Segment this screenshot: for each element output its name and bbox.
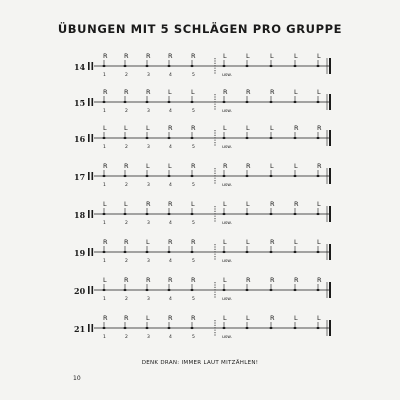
count-label: usw. xyxy=(222,297,232,302)
note-head xyxy=(168,65,171,67)
final-barline-thick xyxy=(329,282,331,298)
sticking-label: L xyxy=(294,162,298,170)
rhythm-staff xyxy=(0,88,400,128)
count-label: 2 xyxy=(125,109,128,114)
note-head xyxy=(223,137,226,139)
percussion-clef-bar xyxy=(88,286,90,294)
count-label: 2 xyxy=(125,297,128,302)
exercise-row xyxy=(0,200,400,240)
note-head xyxy=(223,327,226,329)
sticking-label: R xyxy=(168,200,173,208)
sticking-label: R xyxy=(124,88,129,96)
note-head xyxy=(223,213,226,215)
note-head xyxy=(246,175,249,177)
note-head xyxy=(294,251,297,253)
sticking-label: L xyxy=(223,52,227,60)
count-label: 4 xyxy=(169,297,172,302)
sticking-label: L xyxy=(146,124,150,132)
exercise-number: 20 xyxy=(74,286,86,296)
percussion-clef-bar xyxy=(92,98,94,106)
count-label: 2 xyxy=(125,221,128,226)
sticking-label: R xyxy=(168,276,173,284)
exercise-row xyxy=(0,314,400,354)
count-label: usw. xyxy=(222,259,232,264)
sticking-label: L xyxy=(246,124,250,132)
sticking-label: L xyxy=(223,238,227,246)
note-head xyxy=(317,101,320,103)
note-head xyxy=(124,65,127,67)
count-label: 5 xyxy=(192,221,195,226)
sticking-label: R xyxy=(103,162,108,170)
note-head xyxy=(168,213,171,215)
sticking-label: L xyxy=(246,238,250,246)
exercise-number: 18 xyxy=(74,210,86,220)
note-head xyxy=(124,251,127,253)
note-head xyxy=(191,289,194,291)
note-head xyxy=(146,213,149,215)
count-label: 1 xyxy=(103,221,106,226)
count-label: 3 xyxy=(147,335,150,340)
note-head xyxy=(146,327,149,329)
sticking-label: L xyxy=(103,124,107,132)
note-head xyxy=(124,213,127,215)
sticking-label: L xyxy=(124,124,128,132)
exercise-number: 15 xyxy=(74,98,86,108)
sticking-label: R xyxy=(146,88,151,96)
note-head xyxy=(294,137,297,139)
footer-note: DENK DRAN: IMMER LAUT MITZÄHLEN! xyxy=(141,360,259,366)
note-head xyxy=(223,251,226,253)
sticking-label: R xyxy=(223,162,228,170)
percussion-clef-bar xyxy=(88,324,90,332)
sticking-label: R xyxy=(124,276,129,284)
sticking-label: R xyxy=(191,276,196,284)
final-barline-thick xyxy=(329,206,331,222)
count-label: usw. xyxy=(222,73,232,78)
rhythm-staff xyxy=(0,52,400,92)
percussion-clef-bar xyxy=(92,324,94,332)
count-label: 5 xyxy=(192,145,195,150)
sticking-label: L xyxy=(317,238,321,246)
count-label: 3 xyxy=(147,259,150,264)
rhythm-staff xyxy=(0,162,400,202)
sticking-label: L xyxy=(146,238,150,246)
note-head xyxy=(246,65,249,67)
count-label: 5 xyxy=(192,109,195,114)
sticking-label: R xyxy=(191,124,196,132)
note-head xyxy=(270,327,273,329)
count-label: 1 xyxy=(103,297,106,302)
note-head xyxy=(124,101,127,103)
count-label: 2 xyxy=(125,259,128,264)
sticking-label: L xyxy=(103,200,107,208)
count-label: 3 xyxy=(147,297,150,302)
exercise-row xyxy=(0,52,400,92)
sticking-label: R xyxy=(270,238,275,246)
count-label: 1 xyxy=(103,259,106,264)
note-head xyxy=(191,101,194,103)
sticking-label: R xyxy=(246,88,251,96)
count-label: 1 xyxy=(103,73,106,78)
count-label: 2 xyxy=(125,335,128,340)
sticking-label: R xyxy=(191,162,196,170)
rhythm-staff xyxy=(0,200,400,240)
note-head xyxy=(103,137,106,139)
note-head xyxy=(223,65,226,67)
count-label: 4 xyxy=(169,109,172,114)
exercise-number: 14 xyxy=(74,62,86,72)
note-head xyxy=(146,137,149,139)
percussion-clef-bar xyxy=(88,210,90,218)
note-head xyxy=(168,251,171,253)
sticking-label: R xyxy=(294,276,299,284)
note-head xyxy=(246,289,249,291)
sticking-label: L xyxy=(294,52,298,60)
exercise-number: 19 xyxy=(74,248,86,258)
sticking-label: L xyxy=(146,162,150,170)
note-head xyxy=(270,213,273,215)
percussion-clef-bar xyxy=(88,248,90,256)
note-head xyxy=(168,101,171,103)
sticking-label: L xyxy=(317,88,321,96)
rhythm-staff xyxy=(0,314,400,354)
note-head xyxy=(294,327,297,329)
note-head xyxy=(246,213,249,215)
note-head xyxy=(124,137,127,139)
count-label: 2 xyxy=(125,73,128,78)
sticking-label: L xyxy=(294,314,298,322)
count-label: 1 xyxy=(103,335,106,340)
sticking-label: R xyxy=(103,314,108,322)
count-label: usw. xyxy=(222,183,232,188)
sticking-label: L xyxy=(317,200,321,208)
sticking-label: L xyxy=(270,162,274,170)
note-head xyxy=(317,137,320,139)
note-head xyxy=(294,65,297,67)
sticking-label: L xyxy=(246,200,250,208)
sticking-label: L xyxy=(246,52,250,60)
sticking-label: R xyxy=(270,88,275,96)
sticking-label: L xyxy=(246,314,250,322)
sticking-label: R xyxy=(191,52,196,60)
note-head xyxy=(124,327,127,329)
sticking-label: R xyxy=(294,200,299,208)
sticking-label: R xyxy=(124,162,129,170)
sticking-label: R xyxy=(270,200,275,208)
sticking-label: L xyxy=(168,162,172,170)
page-title: ÜBUNGEN MIT 5 SCHLÄGEN PRO GRUPPE xyxy=(57,22,343,36)
sticking-label: L xyxy=(146,314,150,322)
note-head xyxy=(103,175,106,177)
note-head xyxy=(146,175,149,177)
note-head xyxy=(246,251,249,253)
sticking-label: R xyxy=(103,88,108,96)
note-head xyxy=(294,289,297,291)
note-head xyxy=(317,213,320,215)
exercise-row xyxy=(0,238,400,278)
note-head xyxy=(191,251,194,253)
rhythm-staff xyxy=(0,276,400,316)
note-head xyxy=(246,101,249,103)
note-head xyxy=(191,327,194,329)
percussion-clef-bar xyxy=(88,98,90,106)
note-head xyxy=(223,289,226,291)
note-head xyxy=(294,101,297,103)
sticking-label: L xyxy=(317,52,321,60)
note-head xyxy=(103,327,106,329)
note-head xyxy=(294,175,297,177)
sticking-label: R xyxy=(223,88,228,96)
sticking-label: L xyxy=(223,200,227,208)
sticking-label: R xyxy=(270,314,275,322)
note-head xyxy=(270,289,273,291)
sticking-label: L xyxy=(191,88,195,96)
note-head xyxy=(191,175,194,177)
note-head xyxy=(317,327,320,329)
note-head xyxy=(270,175,273,177)
sticking-label: R xyxy=(124,52,129,60)
note-head xyxy=(146,101,149,103)
note-head xyxy=(270,65,273,67)
note-head xyxy=(124,289,127,291)
count-label: 2 xyxy=(125,145,128,150)
count-label: usw. xyxy=(222,221,232,226)
count-label: 3 xyxy=(147,221,150,226)
note-head xyxy=(270,101,273,103)
sticking-label: L xyxy=(294,238,298,246)
sticking-label: R xyxy=(270,276,275,284)
final-barline-thick xyxy=(329,94,331,110)
sticking-label: L xyxy=(270,52,274,60)
sticking-label: R xyxy=(168,52,173,60)
count-label: 1 xyxy=(103,109,106,114)
note-head xyxy=(270,251,273,253)
sticking-label: R xyxy=(168,238,173,246)
final-barline-thick xyxy=(329,244,331,260)
sticking-label: L xyxy=(317,314,321,322)
count-label: 4 xyxy=(169,73,172,78)
note-head xyxy=(146,65,149,67)
note-head xyxy=(270,137,273,139)
note-head xyxy=(191,213,194,215)
note-head xyxy=(191,65,194,67)
note-head xyxy=(246,137,249,139)
note-head xyxy=(317,175,320,177)
note-head xyxy=(103,65,106,67)
percussion-clef-bar xyxy=(92,210,94,218)
exercise-number: 17 xyxy=(74,172,86,182)
count-label: 4 xyxy=(169,335,172,340)
sticking-label: R xyxy=(294,124,299,132)
sticking-label: L xyxy=(223,314,227,322)
note-head xyxy=(146,251,149,253)
note-head xyxy=(191,137,194,139)
sticking-label: L xyxy=(223,276,227,284)
sticking-label: R xyxy=(124,238,129,246)
sticking-label: R xyxy=(146,276,151,284)
note-head xyxy=(223,175,226,177)
count-label: 5 xyxy=(192,297,195,302)
percussion-clef-bar xyxy=(88,134,90,142)
note-head xyxy=(124,175,127,177)
note-head xyxy=(103,101,106,103)
sticking-label: L xyxy=(191,200,195,208)
count-label: 4 xyxy=(169,145,172,150)
exercise-row xyxy=(0,162,400,202)
count-label: 4 xyxy=(169,221,172,226)
count-label: 3 xyxy=(147,73,150,78)
count-label: 3 xyxy=(147,183,150,188)
count-label: 5 xyxy=(192,73,195,78)
note-head xyxy=(103,213,106,215)
note-head xyxy=(168,289,171,291)
sticking-label: L xyxy=(168,88,172,96)
sticking-label: R xyxy=(317,162,322,170)
sticking-label: R xyxy=(191,314,196,322)
note-head xyxy=(146,289,149,291)
sticking-label: L xyxy=(103,276,107,284)
exercise-number: 21 xyxy=(74,324,86,334)
rhythm-staff xyxy=(0,124,400,164)
note-head xyxy=(103,289,106,291)
count-label: 3 xyxy=(147,109,150,114)
note-head xyxy=(103,251,106,253)
final-barline-thick xyxy=(329,320,331,336)
exercise-number: 16 xyxy=(74,134,86,144)
sticking-label: L xyxy=(270,124,274,132)
count-label: usw. xyxy=(222,335,232,340)
percussion-clef-bar xyxy=(92,62,94,70)
note-head xyxy=(317,251,320,253)
sticking-label: L xyxy=(124,200,128,208)
count-label: 1 xyxy=(103,145,106,150)
percussion-clef-bar xyxy=(92,172,94,180)
note-head xyxy=(294,213,297,215)
count-label: usw. xyxy=(222,109,232,114)
count-label: 5 xyxy=(192,335,195,340)
sticking-label: R xyxy=(124,314,129,322)
page-number: 10 xyxy=(73,375,81,382)
sticking-label: R xyxy=(191,238,196,246)
sticking-label: R xyxy=(168,314,173,322)
note-head xyxy=(246,327,249,329)
percussion-clef-bar xyxy=(92,248,94,256)
sticking-label: R xyxy=(168,124,173,132)
sticking-label: R xyxy=(146,200,151,208)
exercise-row xyxy=(0,88,400,128)
sticking-label: L xyxy=(294,88,298,96)
percussion-clef-bar xyxy=(88,172,90,180)
note-head xyxy=(168,137,171,139)
count-label: 5 xyxy=(192,259,195,264)
rhythm-staff xyxy=(0,238,400,278)
note-head xyxy=(168,327,171,329)
final-barline-thick xyxy=(329,130,331,146)
count-label: 3 xyxy=(147,145,150,150)
sticking-label: R xyxy=(246,162,251,170)
sticking-label: R xyxy=(317,276,322,284)
final-barline-thick xyxy=(329,58,331,74)
note-head xyxy=(317,65,320,67)
count-label: usw. xyxy=(222,145,232,150)
sticking-label: R xyxy=(317,124,322,132)
count-label: 1 xyxy=(103,183,106,188)
note-head xyxy=(223,101,226,103)
exercise-row xyxy=(0,276,400,316)
note-head xyxy=(168,175,171,177)
sticking-label: R xyxy=(246,276,251,284)
percussion-clef-bar xyxy=(88,62,90,70)
final-barline-thick xyxy=(329,168,331,184)
percussion-clef-bar xyxy=(92,286,94,294)
count-label: 5 xyxy=(192,183,195,188)
percussion-clef-bar xyxy=(92,134,94,142)
note-head xyxy=(317,289,320,291)
exercise-row xyxy=(0,124,400,164)
count-label: 4 xyxy=(169,183,172,188)
sticking-label: L xyxy=(223,124,227,132)
count-label: 2 xyxy=(125,183,128,188)
sticking-label: R xyxy=(103,238,108,246)
count-label: 4 xyxy=(169,259,172,264)
sticking-label: R xyxy=(103,52,108,60)
sticking-label: R xyxy=(146,52,151,60)
